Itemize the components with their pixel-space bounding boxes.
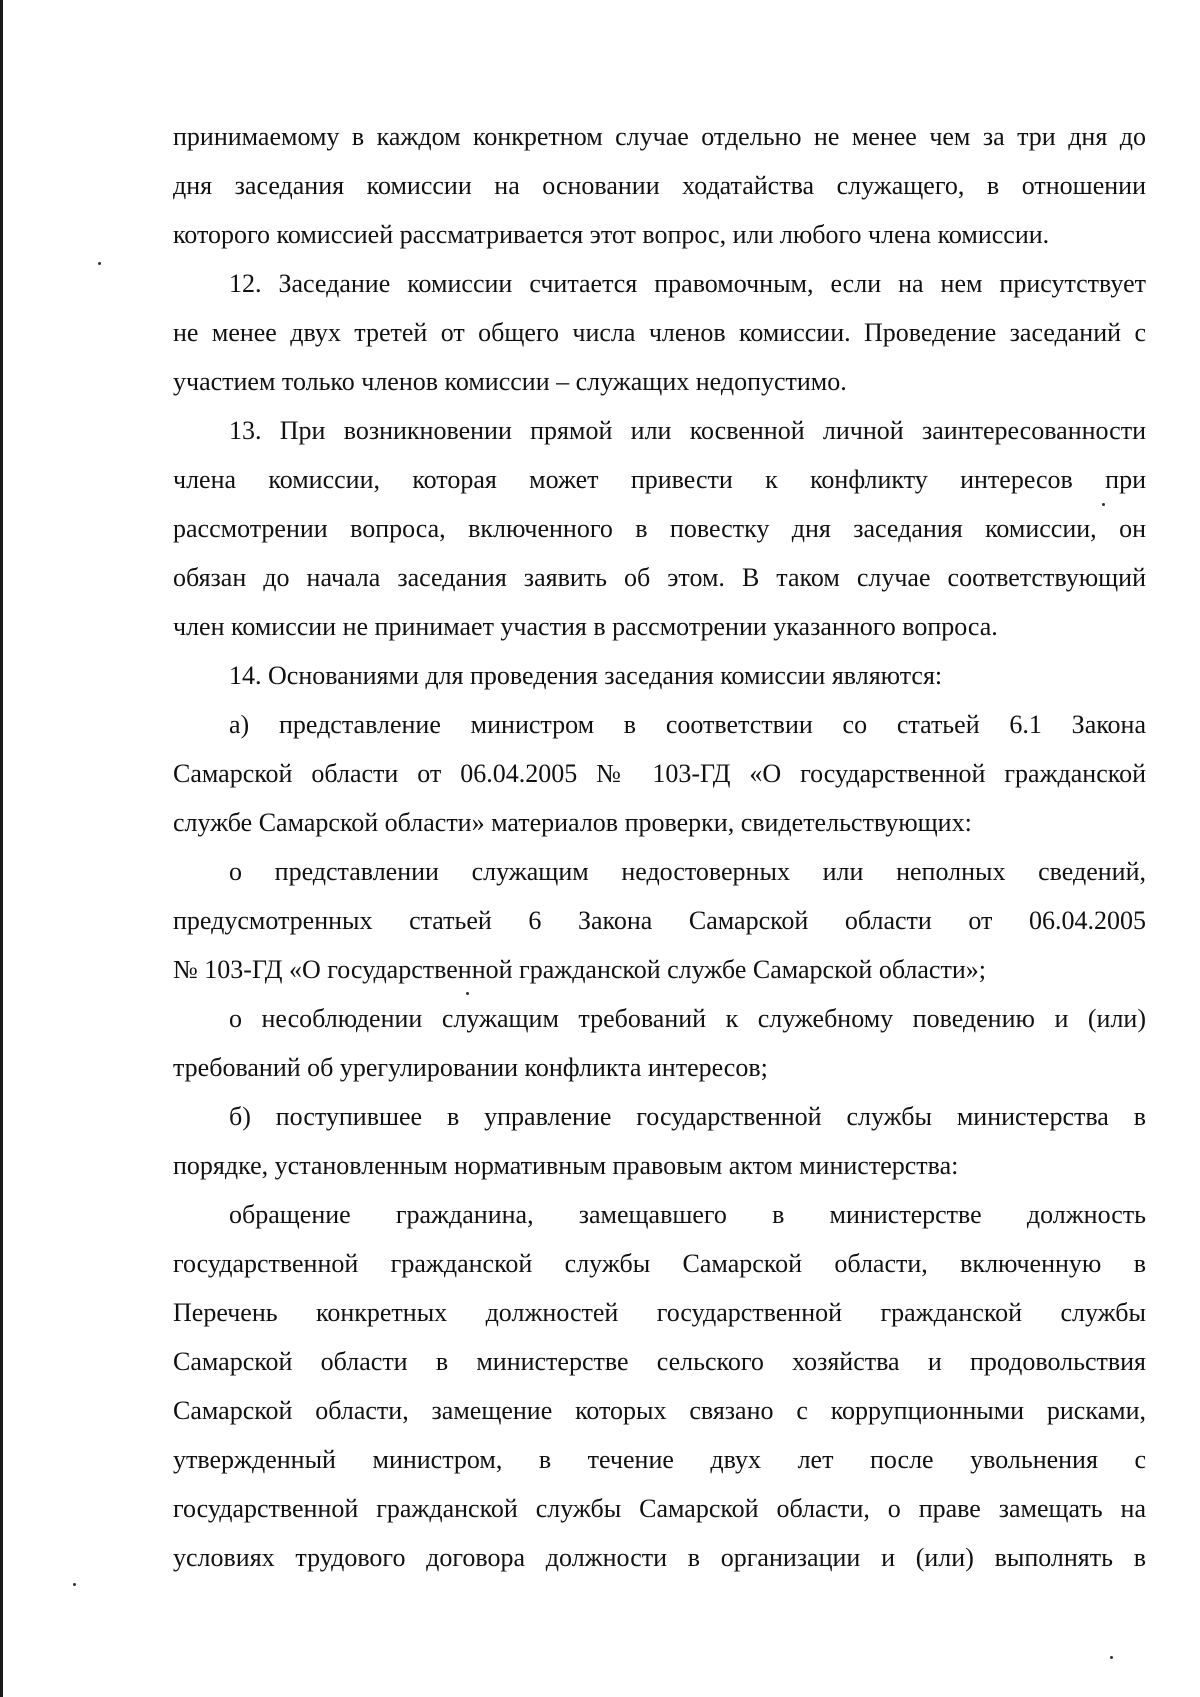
document-body bbox=[173, 112, 1146, 1582]
paragraph-item-14 bbox=[173, 651, 1146, 700]
scan-speck bbox=[466, 992, 469, 995]
text-line: Самарской области в министерстве сельского хозяйства и продовольствия bbox=[173, 1347, 1146, 1376]
text-line: принимаемому в каждом конкретном случае отдельно не менее чем за три дня до bbox=[173, 122, 1146, 151]
text-line: обязан до начала заседания заявить об этом. В таком случае соответствующий bbox=[173, 563, 1146, 592]
text-line: государственной гражданской службы Самарской области, о праве замещать на bbox=[173, 1494, 1146, 1523]
scan-speck bbox=[73, 1583, 76, 1586]
text-line: участием только членов комиссии – служащих недопустимо. bbox=[173, 367, 847, 396]
text-line: государственной гражданской службы Самарской области, включенную в bbox=[173, 1249, 1146, 1278]
text-line: не менее двух третей от общего числа членов комиссии. Проведение заседаний с bbox=[173, 318, 1146, 347]
paragraph-item-13 bbox=[173, 406, 1146, 651]
text-line: о несоблюдении служащим требований к служебному поведению и (или) bbox=[229, 1004, 1146, 1033]
text-line: утвержденный министром, в течение двух лет после увольнения с bbox=[173, 1445, 1146, 1474]
text-line: б) поступившее в управление государственной службы министерства в bbox=[229, 1102, 1146, 1131]
scan-speck bbox=[1102, 503, 1105, 506]
scan-speck bbox=[1110, 1656, 1113, 1659]
text-line: № 103-ГД «О государственной гражданской службе Самарской области»; bbox=[173, 955, 986, 984]
paragraph-item-14-b bbox=[173, 1092, 1146, 1190]
paragraph-item-14-a-2 bbox=[173, 994, 1146, 1092]
scan-speck bbox=[98, 262, 101, 265]
text-line: члена комиссии, которая может привести к конфликту интересов при bbox=[173, 465, 1146, 494]
text-line: 14. Основаниями для проведения заседания комиссии являются: bbox=[229, 661, 943, 690]
paragraph-item-14-a bbox=[173, 700, 1146, 847]
text-line: а) представление министром в соответствии со статьей 6.1 Закона bbox=[229, 710, 1146, 739]
paragraph-item-14-a-1 bbox=[173, 847, 1146, 994]
text-line: рассмотрении вопроса, включенного в повестку дня заседания комиссии, он bbox=[173, 514, 1146, 543]
text-line: 13. При возникновении прямой или косвенной личной заинтересованности bbox=[229, 416, 1146, 445]
text-line: Перечень конкретных должностей государственной гражданской службы bbox=[173, 1298, 1146, 1327]
text-line: предусмотренных статьей 6 Закона Самарской области от 06.04.2005 bbox=[173, 906, 1146, 935]
text-line: Самарской области от 06.04.2005 № 103-ГД «О государственной гражданской bbox=[173, 759, 1146, 788]
text-line: порядке, установленным нормативным правовым актом министерства: bbox=[173, 1151, 959, 1180]
text-line: Самарской области, замещение которых связано с коррупционными рисками, bbox=[173, 1396, 1146, 1425]
text-line: 12. Заседание комиссии считается правомочным, если на нем присутствует bbox=[229, 269, 1146, 298]
text-line: обращение гражданина, замещавшего в министерстве должность bbox=[229, 1200, 1146, 1229]
text-line: о представлении служащим недостоверных или неполных сведений, bbox=[229, 857, 1146, 886]
paragraph-continuation bbox=[173, 112, 1146, 259]
paragraph-item-12 bbox=[173, 259, 1146, 406]
text-line: дня заседания комиссии на основании ходатайства служащего, в отношении bbox=[173, 171, 1146, 200]
text-line: член комиссии не принимает участия в рассмотрении указанного вопроса. bbox=[173, 612, 998, 641]
text-line: требований об урегулировании конфликта интересов; bbox=[173, 1053, 768, 1082]
scan-left-edge bbox=[0, 0, 3, 1697]
text-line: которого комиссией рассматривается этот вопрос, или любого члена комиссии. bbox=[173, 220, 1050, 249]
text-line: службе Самарской области» материалов проверки, свидетельствующих: bbox=[173, 808, 972, 837]
text-line: условиях трудового договора должности в организации и (или) выполнять в bbox=[173, 1543, 1146, 1572]
paragraph-item-14-b-1 bbox=[173, 1190, 1146, 1582]
